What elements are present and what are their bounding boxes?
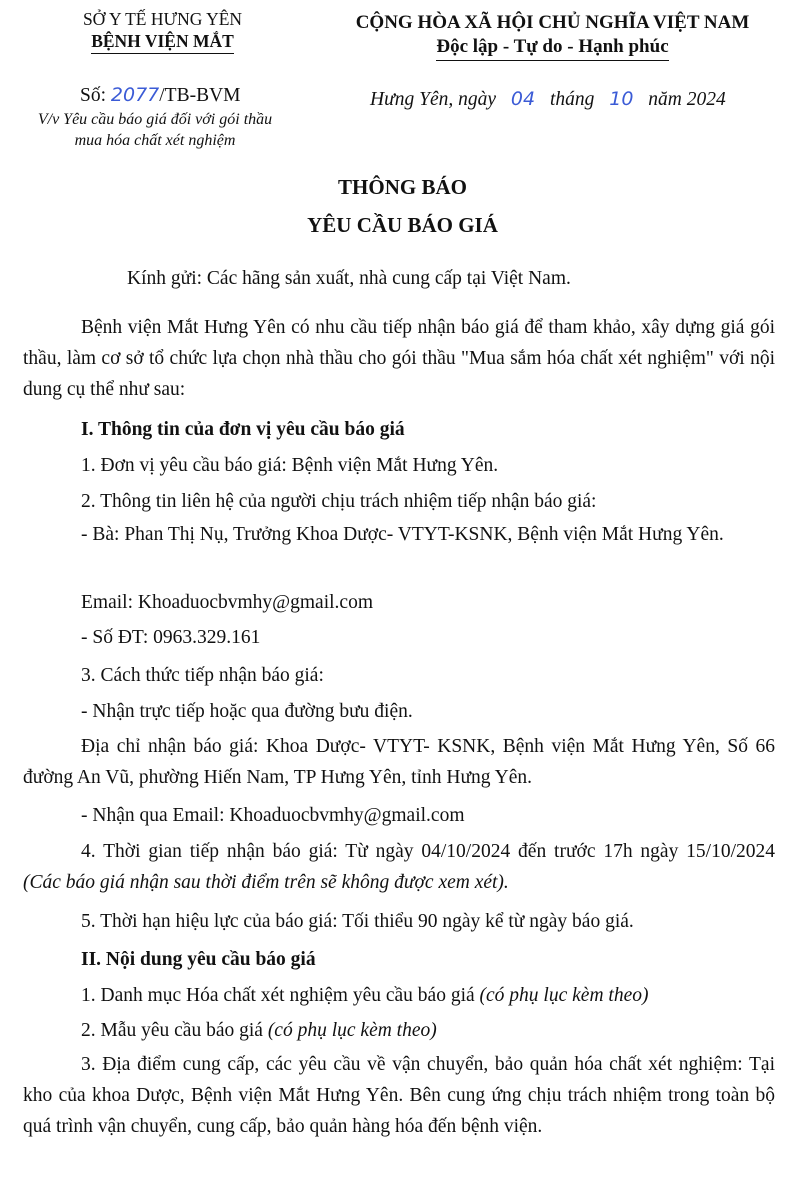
section-1-item-1: 1. Đơn vị yêu cầu báo giá: Bệnh viện Mắt Hưng Yên. [81,455,499,476]
header-right [320,10,785,61]
org-parent: SỞ Y TẾ HƯNG YÊN [82,9,243,29]
section-1-item-2: 2. Thông tin liên hệ của người chịu trách nhiệm tiếp nhận báo giá: [81,491,597,512]
title-line-1: THÔNG BÁO [338,175,467,199]
subject-line: V/v Yêu cầu báo giá đối với gói thầu mua hóa chất xét nghiệm [37,111,273,149]
section-1-item-3: 3. Cách thức tiếp nhận báo giá: [81,665,324,686]
section-2-item-2: 2. Mẫu yêu cầu báo giá (có phụ lục kèm theo) [81,1020,437,1041]
section-2-heading: II. Nội dung yêu cầu báo giá [81,949,316,970]
section-1-heading: I. Thông tin của đơn vị yêu cầu báo giá [81,419,405,440]
section-2-item-3: 3. Địa điểm cung cấp, các yêu cầu về vận chuyển, bảo quản hóa chất xét nghiệm: Tại kho của khoa Dược, Bệnh viện Mắt Hưng Yên. Bên cung ứng chịu trách nhiệm trong toàn bộ quá trình vận chuyển, cung cấp, bảo quản hàng hóa đến bệnh viện. [23,1054,775,1137]
section-1-item-5: 5. Thời hạn hiệu lực của báo giá: Tối thiểu 90 ngày kể từ ngày báo giá. [81,911,634,932]
nation-title: CỘNG HÒA XÃ HỘI CHỦ NGHĨA VIỆT NAM [355,12,750,33]
receive-direct: - Nhận trực tiếp hoặc qua đường bưu điện. [81,701,413,722]
section-1-item-4: 4. Thời gian tiếp nhận báo giá: Từ ngày 04/10/2024 đến trước 17h ngày 15/10/2024 (Các báo giá nhận sau thời điểm trên sẽ không được xem xét). [23,841,775,893]
title-line-2: YÊU CẦU BÁO GIÁ [307,213,498,237]
receive-address: Địa chỉ nhận báo giá: Khoa Dược- VTYT- KSNK, Bệnh viện Mắt Hưng Yên, Số 66 đường An Vũ, phường Hiến Nam, TP Hưng Yên, tỉnh Hưng Yên. [23,736,775,788]
handwritten-month: 10 [609,88,634,110]
intro-paragraph: Bệnh viện Mắt Hưng Yên có nhu cầu tiếp nhận báo giá để tham khảo, xây dựng giá gói thầu, làm cơ sở tổ chức lựa chọn nhà thầu cho gói thầu "Mua sắm hóa chất xét nghiệm" với nội dung cụ thể như sau: [23,317,775,400]
header-left [40,8,285,54]
org-name: BỆNH VIỆN MẮT [91,30,234,54]
receive-email: - Nhận qua Email: Khoaduocbvmhy@gmail.com [81,805,465,826]
document-number: Số: 2077/TB-BVM [80,84,241,106]
section-2-item-1: 1. Danh mục Hóa chất xét nghiệm yêu cầu báo giá (có phụ lục kèm theo) [81,985,649,1006]
contact-person: - Bà: Phan Thị Nụ, Trưởng Khoa Dược- VTYT-KSNK, Bệnh viện Mắt Hưng Yên. [81,524,724,545]
contact-phone: - Số ĐT: 0963.329.161 [81,627,261,648]
handwritten-day: 04 [510,88,536,110]
contact-email: Email: Khoaduocbvmhy@gmail.com [81,592,373,613]
motto: Độc lập - Tự do - Hạnh phúc [436,35,668,61]
date-line: Hưng Yên, ngày 04 tháng 10 năm 2024 [370,88,726,110]
recipient-line: Kính gửi: Các hãng sản xuất, nhà cung cấp tại Việt Nam. [127,268,571,289]
handwritten-number: 2077 [110,84,160,106]
document-title [0,168,805,244]
